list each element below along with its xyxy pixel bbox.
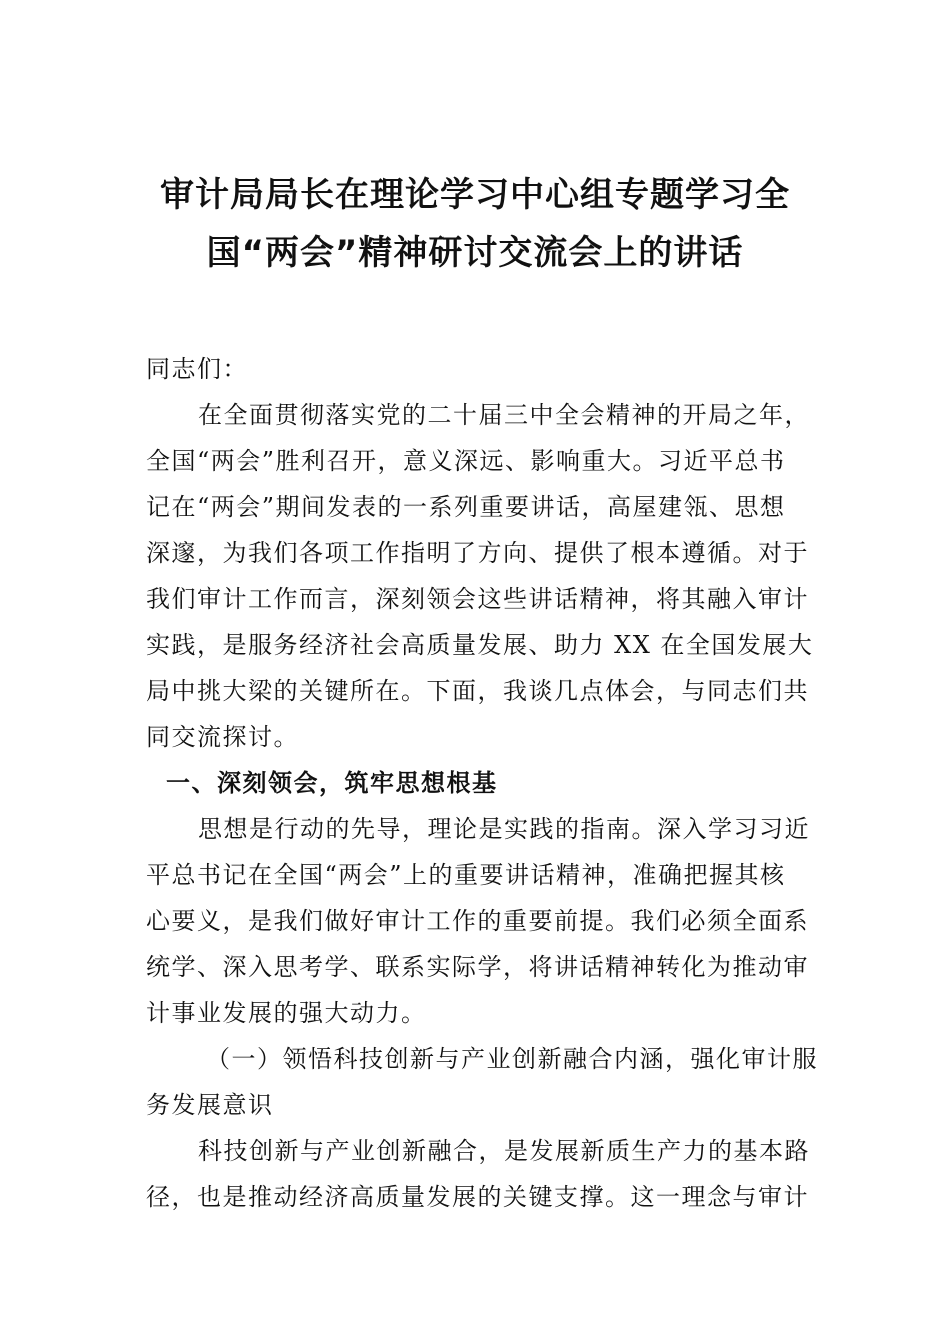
paragraph-1-line: 我们审计工作而言，深刻领会这些讲话精神，将其融入审计 [146,585,809,613]
subheading-1-line: （一）领悟科技创新与产业创新融合内涵，强化审计服 [206,1045,818,1073]
subheading-1-line: 务发展意识 [146,1091,274,1119]
paragraph-1-line: 深邃，为我们各项工作指明了方向、提供了根本遵循。对于 [146,539,809,567]
paragraph-2-line: 计事业发展的强大动力。 [146,999,427,1027]
paragraph-1-line: 实践，是服务经济社会高质量发展、助力 XX 在全国发展大 [146,631,814,659]
title-line-1: 审计局局长在理论学习中心组专题学习全 [160,175,790,215]
document-title [100,166,850,282]
paragraph-1-line: 全国“两会”胜利召开，意义深远、影响重大。习近平总书 [146,447,786,475]
title-line-2: 国“两会”精神研讨交流会上的讲话 [206,233,744,273]
section-heading-1: 一、深刻领会，筑牢思想根基 [166,769,498,797]
paragraph-3-line: 径，也是推动经济高质量发展的关键支撑。这一理念与审计 [146,1183,809,1211]
document-body [146,346,818,1220]
paragraph-2-line: 统学、深入思考学、联系实际学，将讲话精神转化为推动审 [146,953,809,981]
greeting: 同志们： [146,355,248,383]
paragraph-1-line: 局中挑大梁的关键所在。下面，我谈几点体会，与同志们共 [146,677,809,705]
paragraph-2-line: 心要义，是我们做好审计工作的重要前提。我们必须全面系 [146,907,809,935]
paragraph-1-line: 在全面贯彻落实党的二十届三中全会精神的开局之年， [198,401,810,429]
paragraph-2-line: 思想是行动的先导，理论是实践的指南。深入学习习近 [198,815,810,843]
paragraph-1-line: 记在“两会”期间发表的一系列重要讲话，高屋建瓴、思想 [146,493,786,521]
paragraph-1-line: 同交流探讨。 [146,723,299,751]
paragraph-3-line: 科技创新与产业创新融合，是发展新质生产力的基本路 [198,1137,810,1165]
paragraph-2-line: 平总书记在全国“两会”上的重要讲话精神，准确把握其核 [146,861,786,889]
